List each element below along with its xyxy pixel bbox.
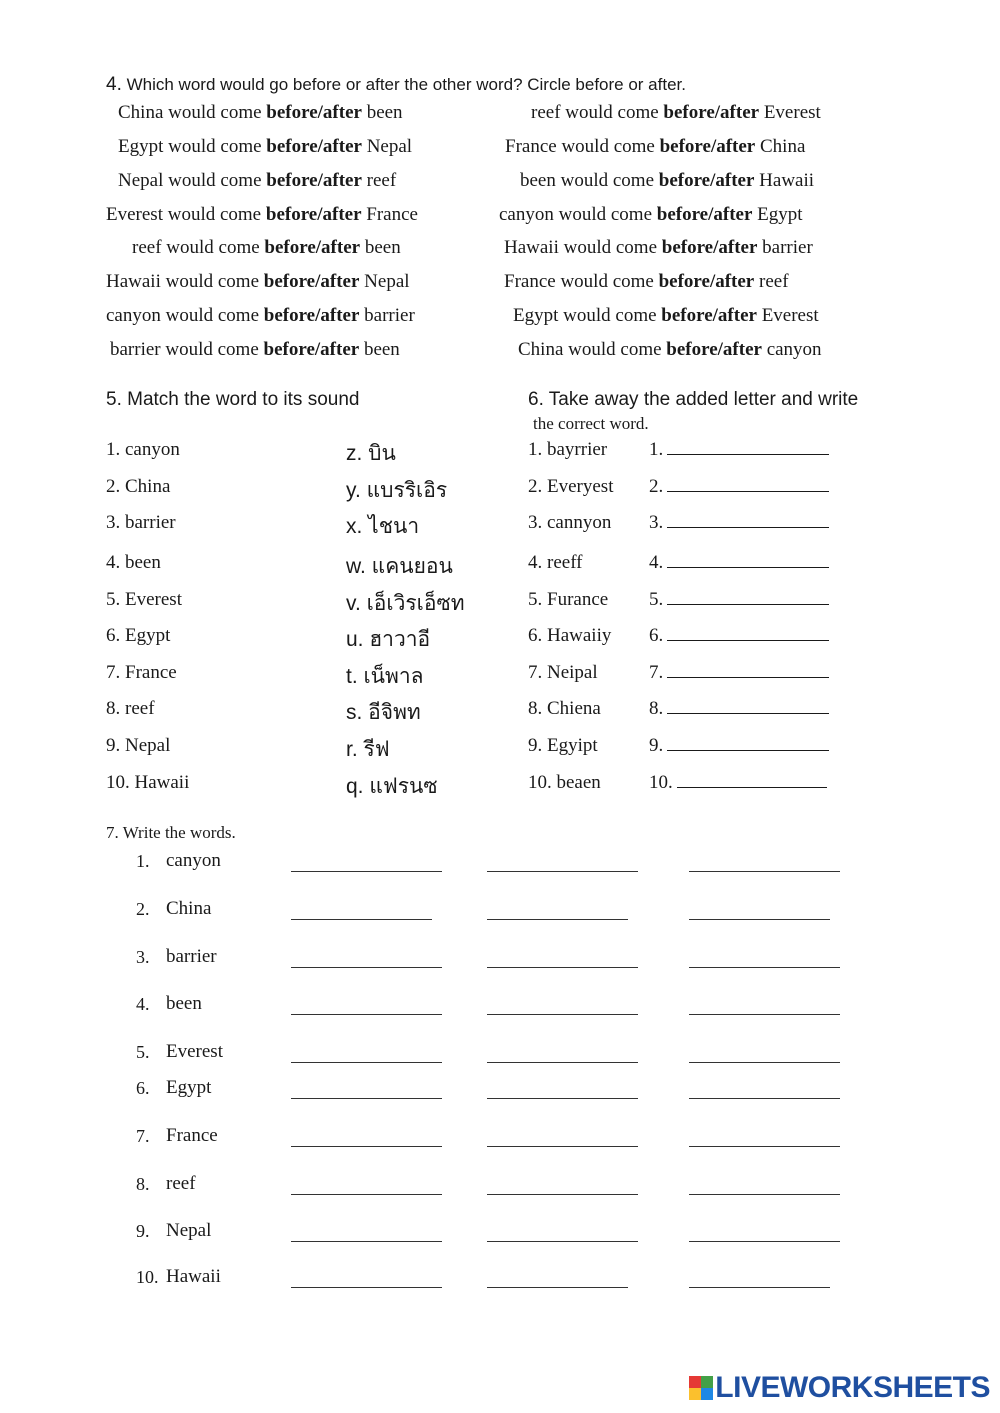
q7-heading: 7. Write the words.: [106, 823, 236, 842]
write-word-label: Hawaii: [166, 1266, 221, 1287]
q4-sentence-left: [110, 339, 400, 361]
write-word-line[interactable]: [487, 1194, 638, 1195]
q4-sentence-start: France would come: [505, 136, 660, 157]
q4-sentence-end: Hawaii: [754, 170, 815, 191]
write-word-number: 9.: [136, 1221, 150, 1241]
q4-sentence-end: barrier: [757, 237, 813, 258]
q5-heading: 5. Match the word to its sound: [106, 389, 360, 410]
before-after-choice[interactable]: before/after: [266, 102, 362, 123]
liveworksheets-logo: [689, 1371, 990, 1405]
answer-number: 7.: [649, 662, 664, 683]
q4-number: 4.: [106, 74, 122, 95]
q4-sentence-end: Nepal: [361, 136, 413, 157]
write-word-line[interactable]: [487, 1287, 628, 1288]
write-word-number: 1.: [136, 851, 150, 871]
correct-word-answer: [649, 735, 829, 757]
q4-sentence-end: Egypt: [752, 204, 803, 225]
q4-sentence-right: [499, 204, 803, 226]
match-sound-text: q. แฟรนซ: [346, 775, 438, 798]
q4-sentence-right: [504, 237, 813, 259]
answer-number: 3.: [649, 512, 664, 533]
match-sound-text: v. เอ็เวิรเอ็ซท: [346, 592, 465, 615]
match-word: 8. reef: [106, 698, 155, 719]
write-word-line[interactable]: [689, 967, 840, 968]
match-sound: [346, 733, 390, 766]
before-after-choice[interactable]: before/after: [663, 102, 760, 123]
q4-sentence-left: [106, 271, 410, 293]
q4-sentence-end: been: [360, 237, 401, 258]
before-after-choice[interactable]: before/after: [265, 204, 362, 225]
write-word-label: Egypt: [166, 1077, 212, 1098]
q4-sentence-left: [118, 136, 412, 158]
q4-sentence-end: been: [359, 339, 400, 360]
write-word-number: 2.: [136, 899, 150, 919]
answer-number: 2.: [649, 476, 664, 497]
write-word-line[interactable]: [487, 1014, 638, 1015]
write-word-line[interactable]: [487, 1146, 638, 1147]
write-word-label: China: [166, 898, 212, 919]
write-word-line[interactable]: [291, 1014, 442, 1015]
q4-sentence-end: Nepal: [359, 271, 410, 292]
answer-blank-input[interactable]: [667, 603, 829, 605]
before-after-choice[interactable]: before/after: [658, 271, 755, 292]
answer-number: 10.: [649, 772, 673, 793]
correct-word-answer: [649, 512, 829, 534]
match-sound: [346, 510, 419, 543]
write-word-line[interactable]: [487, 1062, 638, 1063]
q4-sentence-right: [531, 102, 821, 124]
match-word: 3. barrier: [106, 512, 176, 533]
before-after-choice[interactable]: before/after: [264, 237, 361, 258]
match-sound-text: t. เน็พาล: [346, 665, 424, 688]
q4-sentence-end: China: [755, 136, 806, 157]
q4-sentence-end: Everest: [759, 102, 821, 123]
answer-blank-input[interactable]: [667, 639, 829, 641]
q4-sentence-end: France: [361, 204, 418, 225]
logo-mark-icon: [689, 1376, 713, 1400]
answer-number: 4.: [649, 552, 664, 573]
write-word-line[interactable]: [689, 1098, 840, 1099]
write-word-number: 5.: [136, 1042, 150, 1062]
match-sound: [346, 623, 430, 656]
q4-sentence-start: been would come: [520, 170, 659, 191]
q4-sentence-start: France would come: [504, 271, 659, 292]
q4-sentence-start: Egypt would come: [118, 136, 267, 157]
write-word-line[interactable]: [291, 1098, 442, 1099]
write-word-line[interactable]: [291, 1241, 442, 1242]
q4-sentence-end: barrier: [359, 305, 415, 326]
match-word: 10. Hawaii: [106, 772, 190, 793]
before-after-choice[interactable]: before/after: [666, 339, 762, 360]
logo-text: LIVEWORKSHEETS: [715, 1371, 990, 1404]
q6-heading-line2: the correct word.: [533, 414, 649, 433]
match-word: 2. China: [106, 476, 171, 497]
q4-sentence-end: reef: [361, 170, 397, 191]
q4-sentence-right: [518, 339, 822, 361]
before-after-choice[interactable]: before/after: [263, 305, 360, 326]
q6-heading: 6. Take away the added letter and write: [528, 389, 859, 410]
match-word: 9. Nepal: [106, 735, 171, 756]
q4-sentence-start: reef would come: [531, 102, 664, 123]
misspelled-word: 1. bayrrier: [528, 439, 608, 460]
q4-sentence-start: Hawaii would come: [504, 237, 662, 258]
match-sound-text: x. ไชนา: [346, 515, 420, 538]
match-word: 6. Egypt: [106, 625, 171, 646]
q4-sentence-start: Egypt would come: [513, 305, 662, 326]
write-word-line[interactable]: [291, 1146, 442, 1147]
q4-sentence-start: reef would come: [132, 237, 265, 258]
answer-number: 5.: [649, 589, 664, 610]
misspelled-word: 3. cannyon: [528, 512, 612, 533]
before-after-choice[interactable]: before/after: [266, 170, 362, 191]
match-sound: [346, 587, 465, 620]
match-sound-text: u. ฮาวาอี: [346, 628, 431, 651]
write-word-number: 6.: [136, 1078, 150, 1098]
write-word-line[interactable]: [291, 871, 442, 872]
q4-sentence-left: [118, 102, 403, 124]
write-word-number: 7.: [136, 1126, 150, 1146]
correct-word-answer: [649, 698, 829, 720]
misspelled-word: 5. Furance: [528, 589, 609, 610]
match-sound-text: w. แคนยอน: [346, 555, 453, 578]
before-after-choice[interactable]: before/after: [263, 271, 360, 292]
answer-blank-input[interactable]: [667, 566, 829, 568]
match-sound: [346, 437, 396, 470]
before-after-choice[interactable]: before/after: [659, 136, 756, 157]
q4-sentence-left: [106, 204, 418, 226]
write-word-label: been: [166, 993, 202, 1014]
q4-sentence-start: Everest would come: [106, 204, 266, 225]
q4-sentence-end: been: [361, 102, 403, 123]
q4-sentence-left: [106, 305, 415, 327]
write-word-label: Nepal: [166, 1220, 212, 1241]
before-after-choice[interactable]: before/after: [661, 305, 757, 326]
write-word-line[interactable]: [689, 1194, 840, 1195]
write-word-line[interactable]: [487, 871, 638, 872]
write-word-line[interactable]: [291, 1062, 442, 1063]
write-word-line[interactable]: [689, 1062, 840, 1063]
write-word-line[interactable]: [487, 919, 628, 920]
answer-blank-input[interactable]: [667, 490, 829, 492]
q4-instruction: [106, 74, 686, 96]
write-word-number: 10.: [136, 1267, 159, 1287]
answer-number: 6.: [649, 625, 664, 646]
match-sound-text: s. อีจิพท: [346, 701, 421, 724]
match-word: 4. been: [106, 552, 161, 573]
write-word-line[interactable]: [487, 967, 638, 968]
write-word-label: France: [166, 1125, 218, 1146]
write-word-line[interactable]: [689, 1014, 840, 1015]
write-word-line[interactable]: [487, 1241, 638, 1242]
write-word-label: Everest: [166, 1041, 223, 1062]
answer-blank-input[interactable]: [667, 526, 829, 528]
answer-blank-input[interactable]: [667, 676, 829, 678]
q4-sentence-end: reef: [754, 271, 789, 292]
misspelled-word: 7. Neipal: [528, 662, 598, 683]
match-sound: [346, 660, 424, 693]
q4-sentence-start: China would come: [118, 102, 267, 123]
q4-sentence-start: canyon would come: [106, 305, 264, 326]
match-word: 1. canyon: [106, 439, 180, 460]
q4-sentence-right: [520, 170, 814, 192]
write-word-line[interactable]: [689, 1146, 840, 1147]
write-word-line[interactable]: [689, 871, 840, 872]
q4-sentence-end: Everest: [756, 305, 819, 326]
match-sound-text: y. แบรริเอิร: [346, 479, 448, 502]
match-sound-text: r. รีฟ: [346, 738, 390, 761]
match-word: 7. France: [106, 662, 177, 683]
before-after-choice[interactable]: before/after: [266, 136, 362, 157]
q4-sentence-start: barrier would come: [110, 339, 264, 360]
write-word-number: 8.: [136, 1174, 150, 1194]
match-word: 5. Everest: [106, 589, 182, 610]
before-after-choice[interactable]: before/after: [656, 204, 753, 225]
q4-sentence-left: [118, 170, 396, 192]
q4-sentence-right: [504, 271, 789, 293]
q4-sentence-start: canyon would come: [499, 204, 657, 225]
write-word-line[interactable]: [487, 1098, 638, 1099]
answer-blank-input[interactable]: [677, 786, 827, 788]
match-sound-text: z. บิน: [346, 442, 396, 465]
write-word-line[interactable]: [291, 1194, 442, 1195]
correct-word-answer: [649, 589, 829, 611]
q4-instruction-text: Which word would go before or after the other word? Circle before or after.: [126, 75, 686, 94]
correct-word-answer: [649, 552, 829, 574]
correct-word-answer: [649, 772, 827, 794]
write-word-line[interactable]: [689, 1241, 840, 1242]
q4-sentence-right: [513, 305, 819, 327]
q4-sentence-start: Nepal would come: [118, 170, 267, 191]
answer-number: 8.: [649, 698, 664, 719]
misspelled-word: 9. Egyipt: [528, 735, 598, 756]
correct-word-answer: [649, 476, 829, 498]
q4-sentence-right: [505, 136, 805, 158]
q4-sentence-end: canyon: [761, 339, 822, 360]
q4-sentence-start: China would come: [518, 339, 667, 360]
write-word-line[interactable]: [291, 967, 442, 968]
misspelled-word: 10. beaen: [528, 772, 601, 793]
misspelled-word: 8. Chiena: [528, 698, 601, 719]
answer-blank-input[interactable]: [667, 712, 829, 714]
correct-word-answer: [649, 662, 829, 684]
answer-number: 1.: [649, 439, 664, 460]
write-word-number: 3.: [136, 947, 150, 967]
answer-number: 9.: [649, 735, 664, 756]
misspelled-word: 6. Hawaiiy: [528, 625, 612, 646]
q4-sentence-left: [132, 237, 401, 259]
before-after-choice[interactable]: before/after: [263, 339, 360, 360]
misspelled-word: 4. reeff: [528, 552, 583, 573]
write-word-line[interactable]: [689, 919, 830, 920]
match-sound: [346, 550, 453, 583]
write-word-line[interactable]: [291, 1287, 442, 1288]
answer-blank-input[interactable]: [667, 453, 829, 455]
write-word-label: barrier: [166, 946, 217, 967]
match-sound: [346, 474, 447, 507]
before-after-choice[interactable]: before/after: [658, 170, 755, 191]
answer-blank-input[interactable]: [667, 749, 829, 751]
write-word-label: reef: [166, 1173, 196, 1194]
match-sound: [346, 770, 438, 803]
before-after-choice[interactable]: before/after: [661, 237, 758, 258]
misspelled-word: 2. Everyest: [528, 476, 614, 497]
correct-word-answer: [649, 439, 829, 461]
write-word-number: 4.: [136, 994, 150, 1014]
write-word-line[interactable]: [291, 919, 432, 920]
match-sound: [346, 696, 421, 729]
write-word-line[interactable]: [689, 1287, 830, 1288]
write-word-label: canyon: [166, 850, 221, 871]
correct-word-answer: [649, 625, 829, 647]
q4-sentence-start: Hawaii would come: [106, 271, 264, 292]
